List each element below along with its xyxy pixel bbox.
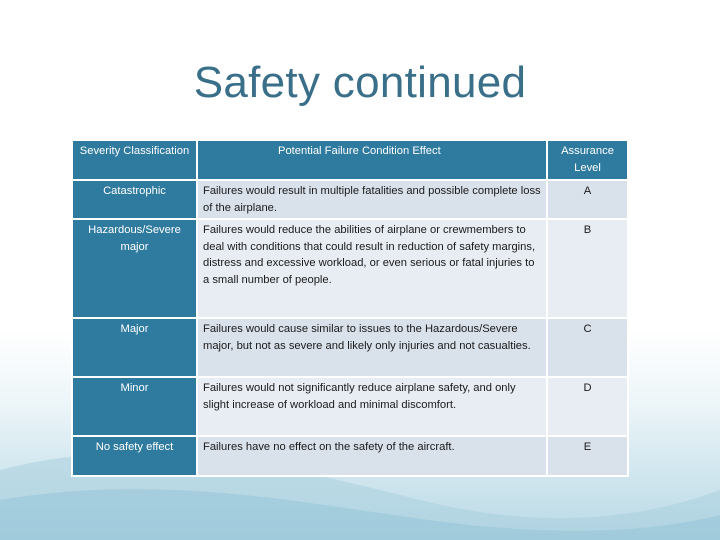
table-row [72,436,628,476]
row-effect: Failures would reduce the abilities of airplane or crewmembers to deal with conditions that could result in reduction of safety margins, distress and excessive workload, or even serious or fatal injuries to a small number of people. [197,219,547,318]
header-severity-classification: Severity Classification [72,140,197,180]
row-classification: No safety effect [72,436,197,476]
row-effect: Failures would cause similar to issues to the Hazardous/Severe major, but not as severe and likely only injuries and not casualties. [197,318,547,377]
row-effect: Failures would result in multiple fatalities and possible complete loss of the airplane. [197,180,547,219]
table-row [72,219,628,318]
slide-title: Safety continued [193,58,527,107]
row-classification: Major [72,318,197,377]
row-classification: Minor [72,377,197,436]
row-level: E [547,436,628,476]
row-effect: Failures would not significantly reduce airplane safety, and only slight increase of workload and minimal discomfort. [197,377,547,436]
row-level: C [547,318,628,377]
row-level: B [547,219,628,318]
table-row [72,318,628,377]
table-row [72,180,628,219]
row-effect: Failures have no effect on the safety of the aircraft. [197,436,547,476]
row-level: D [547,377,628,436]
severity-table [71,139,629,477]
header-failure-effect: Potential Failure Condition Effect [197,140,547,180]
row-level: A [547,180,628,219]
table-row [72,377,628,436]
table-header-row [72,140,628,180]
header-assurance-level: Assurance Level [547,140,628,180]
row-classification: Hazardous/Severe major [72,219,197,318]
row-classification: Catastrophic [72,180,197,219]
